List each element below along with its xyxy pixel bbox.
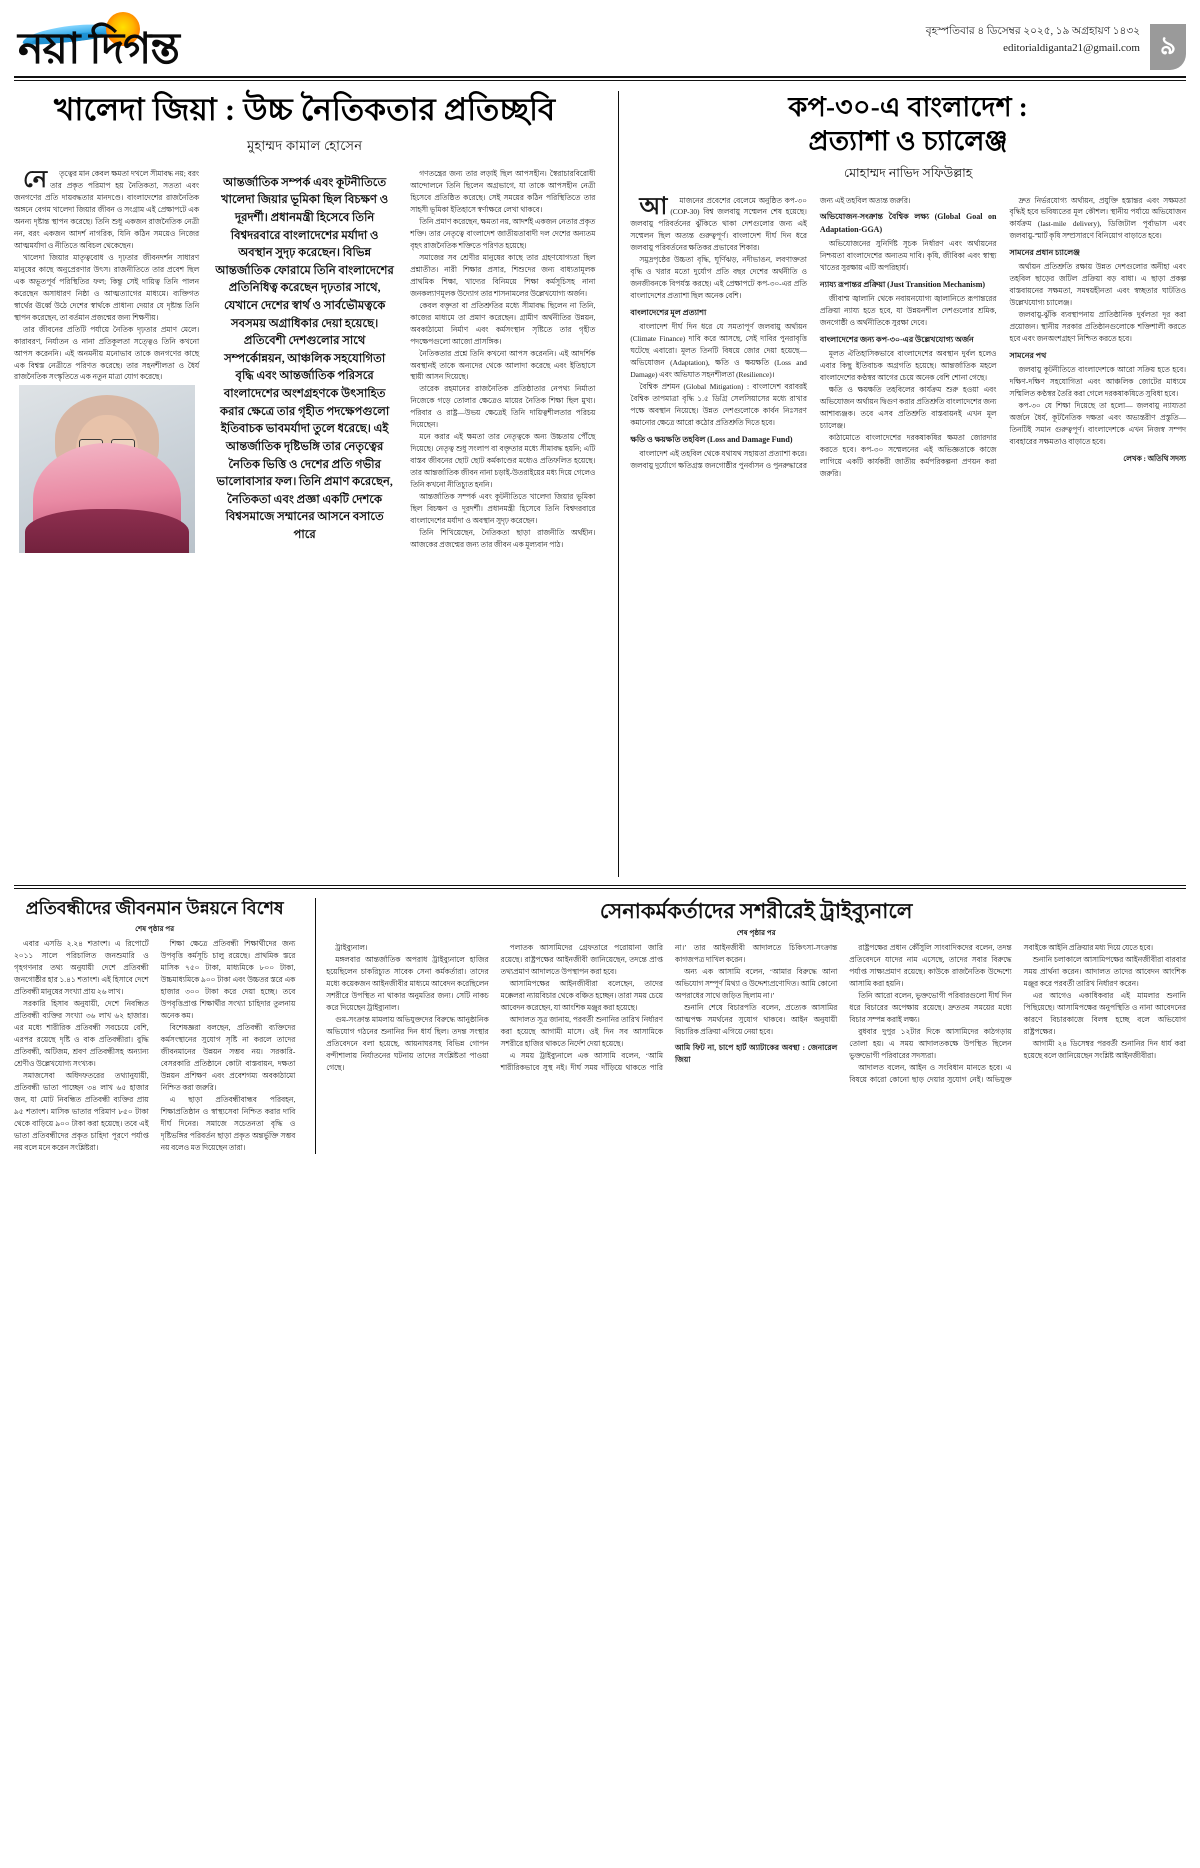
paragraph: তার জীবনের প্রতিটি পর্যায়ে নৈতিক দৃঢ়তার প্রমাণ মেলে। কারাবরণ, নির্যাতন ও নানা প্রতিকূলতা সত্ত্বেও তিনি কখনো আপস করেননি। এই অনমনীয় মনোভাব তাকে জনগণের কাছে এক বিশ্বস্ত নেত্রীতে পরিণত করেছে। তার সহনশীলতা ও ধৈর্য রাজনৈতিক সংস্কৃতিতে এক নতুন মাত্রা যোগ করেছে। xyxy=(14,324,200,382)
masthead xyxy=(14,10,1186,72)
author-credit: লেখক : অতিথি সদস্য xyxy=(1123,454,1186,464)
paragraph: বাংলাদেশ এই তহবিল থেকে যথাযথ সহায়তা প্রত্যাশা করে। জলবায়ু দুর্যোগে ক্ষতিগ্রস্ত জনগোষ্ঠীর পুনর্বাসন ও পুনরুদ্ধারের জন্য এই তহবিল অত্যন্ত জরুরি। xyxy=(630,195,911,471)
bottom-left-columns xyxy=(14,938,295,1154)
section-rule-thin xyxy=(14,888,1186,889)
paragraph: তিনি প্রমাণ করেছেন, ক্ষমতা নয়, আদর্শই একজন নেতার প্রকৃত শক্তি। তার নেতৃত্বে বাংলাদেশ জাতীয়তাবাদী দল দেশের অন্যতম বৃহৎ রাজনৈতিক শক্তিতে পরিণত হয়েছে। xyxy=(410,216,596,250)
masthead-meta xyxy=(926,24,1140,56)
inline-subheading: আমি ফিট না, চাপে হার্ট অ্যাটাকের অবস্থা : জেনারেল জিয়া xyxy=(674,1043,838,1065)
paragraph: অন্য এক আসামি বলেন, ‘আমার বিরুদ্ধে আনা অভিযোগ সম্পূর্ণ মিথ্যা ও উদ্দেশ্যপ্রণোদিত। আমি কোনো অপরাধের সাথে জড়িত ছিলাম না।’ xyxy=(674,967,838,1001)
paragraph: আদালত সূত্র জানায়, পরবর্তী শুনানির তারিখ নির্ধারণ করা হয়েছে আগামী মাসে। ওই দিন সব আসামিকে সশরীরে হাজির থাকতে নির্দেশ দেয়া হয়েছে। xyxy=(500,1015,663,1049)
paragraph: গুম-সংক্রান্ত মামলায় অভিযুক্তদের বিরুদ্ধে আনুষ্ঠানিক অভিযোগ গঠনের শুনানির দিন ধার্য ছিল। তদন্ত সংস্থার প্রতিবেদনে বলা হয়েছে, আয়নাঘরসহ বিভিন্ন গোপন বন্দীশালায় নির্যাতনের ঘটনায় তাদের সংশ্লিষ্টতা পাওয়া গেছে। xyxy=(326,1015,489,1073)
paragraph: এবার এসডি ২.২৪ শতাংশ। এ রিপোর্টে ২০১১ সালে পরিচালিত জনশুমারি ও গৃহগণনার তথ্য অনুযায়ী দেশে প্রতিবন্ধী জনগোষ্ঠীর হার ১.৪১ শতাংশ। এই হিসাবে দেশে প্রতিবন্ধী মানুষের সংখ্যা প্রায় ২৬ লাখ। xyxy=(14,938,149,996)
portrait-photo xyxy=(19,385,195,553)
right-article-headline-line2[interactable]: প্রত্যাশা ও চ্যালেঞ্জ xyxy=(808,125,1008,156)
subheading: ন্যায্য রূপান্তর প্রক্রিয়া (Just Transition Mechanism) xyxy=(819,280,986,290)
bottom-right-columns xyxy=(326,942,1186,1086)
subheading: বাংলাদেশের জন্য কপ-৩০-এর উল্লেখযোগ্য অর্জন xyxy=(819,335,974,345)
paragraph: আন্তর্জাতিক সম্পর্ক এবং কূটনীতিতে খালেদা জিয়ার ভূমিকা ছিল বিচক্ষণ ও দূরদর্শী। প্রধানমন্ত্রী হিসেবে তিনি বিশ্বদরবারে বাংলাদেশের মর্যাদা ও অবস্থান সুদৃঢ় করেছেন। xyxy=(410,492,596,526)
paragraph: রাষ্ট্রপক্ষের প্রধান কৌঁসুলি সাংবাদিকদের বলেন, তদন্ত প্রতিবেদনে যাদের নাম এসেছে, তাদের সবার বিরুদ্ধে পর্যাপ্ত সাক্ষ্যপ্রমাণ রয়েছে। কাউকে রাজনৈতিক উদ্দেশ্যে আসামি করা হয়নি। xyxy=(849,943,1012,989)
paragraph: দ্রুত নির্ভরযোগ্য অর্থায়ন, প্রযুক্তি হস্তান্তর এবং সক্ষমতা বৃদ্ধিই হবে ভবিষ্যতের মূল কৌশল। স্থানীয় পর্যায়ে অভিযোজন কার্যক্রম (last-mile delivery), ডিজিটাল পূর্বাভাস এবং জলবায়ু-স্মার্ট কৃষি সম্প্রসারণে বিনিয়োগ বাড়াতে হবে। xyxy=(1009,195,1186,241)
top-column-divider xyxy=(618,91,619,877)
paragraph: এ ছাড়া প্রতিবন্ধীবান্ধব পরিবহন, শিক্ষাপ্রতিষ্ঠান ও স্বাস্থ্যসেবা নিশ্চিত করার দাবি দীর্ঘ দিনের। সমাজে সচেতনতা বৃদ্ধি ও দৃষ্টিভঙ্গির পরিবর্তন ছাড়া প্রকৃত অন্তর্ভুক্তি সম্ভব নয় বলেও মত দিয়েছেন তারা। xyxy=(160,1094,296,1152)
continuation-note: শেষ পৃষ্ঠার পর xyxy=(736,929,776,938)
paragraph: আমাজনের প্রবেশের বেলেমে অনুষ্ঠিত কপ-৩০ (COP-30) বিশ্ব জলবায়ু সম্মেলন শেষ হয়েছে। জলবায়ু পরিবর্তনের ঝুঁকিতে থাকা দেশগুলোর জন্য এই সম্মেলন ছিল অত্যন্ত গুরুত্বপূর্ণ। বাংলাদেশ দীর্ঘ দিন ধরে জলবায়ু পরিবর্তনের ক্ষতিকর প্রভাবের শিকার। xyxy=(630,193,807,253)
paragraph: তারেক রহমানের রাজনৈতিক প্রতিষ্ঠাতার নেপথ্য নির্মাতা নিজেকে গড়ে তোলার ক্ষেত্রেও মায়ের নৈতিক শিক্ষা ছিল মুখ্য। পরিবার ও রাষ্ট্র—উভয় ক্ষেত্রেই তিনি দায়িত্বশীলতার পরিচয় দিয়েছেন। xyxy=(410,384,596,430)
paragraph: আগামী ২৪ ডিসেম্বর পরবর্তী শুনানির দিন ধার্য করা হয়েছে বলে জানিয়েছেন সংশ্লিষ্ট আইনজীবীরা। xyxy=(1023,1039,1186,1061)
paragraph: সমুদ্রপৃষ্ঠের উচ্চতা বৃদ্ধি, ঘূর্ণিঝড়, নদীভাঙন, লবণাক্ততা বৃদ্ধি ও খরার মতো দুর্যোগ প্রতি বছর দেশের অর্থনীতি ও জনজীবনকে বিপর্যস্ত করছে। এই প্রেক্ষাপটে কপ-৩০-এর প্রতি বাংলাদেশের প্রত্যাশা ছিল অনেক বেশি। xyxy=(630,255,807,301)
paragraph: আদালত বলেন, আইন ও সংবিধান মানতে হবে। এ বিষয়ে কারো কোনো ছাড় দেয়ার সুযোগ নেই। অভিযুক্ত সবাইকে আইনি প্রক্রিয়ার মধ্য দিয়ে যেতে হবে। xyxy=(849,943,1154,1085)
paragraph: তিনি আরো বলেন, ভুক্তভোগী পরিবারগুলো দীর্ঘ দিন ধরে বিচারের অপেক্ষায় রয়েছে। দ্রুততম সময়ের মধ্যে বিচার সম্পন্ন করাই লক্ষ্য। xyxy=(849,991,1012,1025)
paragraph: কপ-৩০ যে শিক্ষা দিয়েছে তা হলো— জলবায়ু ন্যায্যতা অর্জনে ধৈর্য, কূটনৈতিক দক্ষতা এবং অভ্যন্তরীণ প্রস্তুতি— তিনটিই সমান গুরুত্বপূর্ণ। বাংলাদেশকে এখন নিজস্ব সম্পদ ব্যবহারের সক্ষমতাও বাড়াতে হবে। xyxy=(1009,401,1186,447)
paragraph: মঙ্গলবার আন্তর্জাতিক অপরাধ ট্রাইব্যুনালে হাজির হয়েছিলেন চাকরিচ্যুত সাবেক সেনা কর্মকর্তারা। তাদের মধ্যে কয়েকজন আইনজীবীর মাধ্যমে আবেদন করেছিলেন সশরীরে উপস্থিত না থাকার অনুমতির জন্য। সেটি নাকচ করে দিয়েছেন ট্রাইব্যুনাল। xyxy=(326,955,489,1013)
paragraph: পলাতক আসামিদের গ্রেফতারে পরোয়ানা জারি রয়েছে। রাষ্ট্রপক্ষের আইনজীবী জানিয়েছেন, তদন্তে প্রাপ্ত তথ্যপ্রমাণ আদালতে উপস্থাপন করা হবে। xyxy=(500,943,663,977)
page-number-badge: ৯ xyxy=(1150,24,1186,70)
paragraph: এর আগেও একাধিকবার এই মামলার শুনানি পিছিয়েছে। আসামিপক্ষের অনুপস্থিতি ও নানা আবেদনের কারণে বিচারকাজে বিলম্ব হচ্ছে বলে অভিযোগ রাষ্ট্রপক্ষের। xyxy=(1023,991,1186,1037)
section-rule-thick xyxy=(14,885,1186,886)
editorial-email[interactable]: editorialdiganta21@gmail.com xyxy=(1003,41,1140,54)
logo-text: নয়া দিগন্ত xyxy=(18,26,179,73)
subheading: সামনের পথ xyxy=(1009,351,1047,361)
left-article-columns xyxy=(14,168,595,554)
paragraph: জীবাশ্ম জ্বালানি থেকে নবায়নযোগ্য জ্বালানিতে রূপান্তরের প্রক্রিয়া ন্যায্য হতে হবে, যা উন্নয়নশীল দেশগুলোর শ্রমিক, জনগোষ্ঠী ও অর্থনীতিকে সুরক্ষা দেবে। xyxy=(819,294,997,328)
photo-body xyxy=(25,509,189,553)
left-article-headline[interactable]: খালেদা জিয়া : উচ্চ নৈতিকতার প্রতিচ্ছবি xyxy=(53,92,556,127)
masthead-right xyxy=(926,24,1186,70)
paragraph: তিনি শিখিয়েছেন, নৈতিকতা ছাড়া রাজনীতি অর্থহীন। আজকের প্রজন্মের জন্য তার জীবন এক মূল্যবান পাঠ। xyxy=(410,528,596,550)
paragraph: আসামিপক্ষের আইনজীবীরা বলেছেন, তাদের মক্কেলরা ন্যায়বিচার থেকে বঞ্চিত হচ্ছেন। তারা সময় চেয়ে আবেদন করেছেন, যা আংশিক মঞ্জুর করা হয়েছে। xyxy=(500,979,663,1013)
paragraph: এ সময় ট্রাইব্যুনালে এক আসামি বলেন, ‘আমি শারীরিকভাবে সুস্থ নই। দীর্ঘ সময় দাঁড়িয়ে থাকতে পারি না।’ তার আইনজীবী আদালতে চিকিৎসা-সংক্রান্ত কাগজপত্র দাখিল করেন। xyxy=(500,943,838,1073)
article-cop30 xyxy=(630,91,1186,877)
paragraph: বাংলাদেশ দীর্ঘ দিন ধরে যে সমতাপূর্ণ জলবায়ু অর্থায়ন (Climate Finance) দাবি করে আসছে, সেই দাবির পুনরাবৃত্তি ঘটেছে এবারো। মূলত তিনটি বিষয়ে জোর দেয়া হয়েছে— অভিযোজন (Adaptation), ক্ষতি ও ক্ষয়ক্ষতি (Loss and Damage) এবং অভিঘাত সহনশীলতা (Resilience)। xyxy=(630,322,807,380)
bottom-right-headline[interactable]: সেনাকর্মকর্তাদের সশরীরেই ট্রাইব্যুনালে xyxy=(599,899,913,923)
pull-quote: আন্তর্জাতিক সম্পর্ক এবং কূটনীতিতে খালেদা জিয়ার ভূমিকা ছিল বিচক্ষণ ও দূরদর্শী। প্রধানমন্ত্রী হিসেবে তিনি বিশ্বদরবারে বাংলাদেশের মর্যাদা ও অবস্থান সুদৃঢ় করেছেন। বিভিন্ন আন্তর্জাতিক ফোরামে তিনি বাংলাদেশের প্রতিনিধিত্ব করেছেন দৃঢ়তার সাথে, যেখানে দেশের স্বার্থ ও সার্বভৌমত্বকে সবসময় অগ্রাধিকার দেয়া হয়েছে। প্রতিবেশী দেশগুলোর সাথে সম্পর্কোন্নয়ন, আঞ্চলিক সহযোগিতা বৃদ্ধি এবং আন্তর্জাতিক পরিসরে বাংলাদেশের অংশগ্রহণকে উৎসাহিত করার ক্ষেত্রে তার গৃহীত পদক্ষেপগুলো ইতিবাচক ভাবমর্যাদা তুলে ধরেছে। এই আন্তর্জাতিক দৃষ্টিভঙ্গি তার নেতৃত্বের নৈতিক ভিত্তি ও দেশের প্রতি গভীর ভালোবাসার ফল। তিনি প্রমাণ করেছেন, নৈতিকতা এবং প্রজ্ঞা একটি দেশকে বিশ্বসমাজে সম্মানের আসনে বসাতে পারে xyxy=(215,175,394,541)
paragraph: মনে করার এই ক্ষমতা তার নেতৃত্বকে অন্য উচ্চতায় পৌঁছে দিয়েছে। নেতৃত্ব শুধু সংলাপ বা বক্তৃতার মধ্যে সীমাবদ্ধ হয়নি; এটি বাস্তব জীবনের ছোট ছোট কর্মকাণ্ডের মধ্যেও প্রতিফলিত হয়েছে। তার আন্তর্জাতিক জীবন নানা চড়াই-উতরাইয়ের মধ্য দিয়ে গেলেও তিনি কখনো নীতিচ্যুত হননি। xyxy=(410,432,596,490)
paragraph: জলবায়ু কূটনীতিতে বাংলাদেশকে আরো সক্রিয় হতে হবে। দক্ষিণ-দক্ষিণ সহযোগিতা এবং আঞ্চলিক জোটের মাধ্যমে সম্মিলিত কণ্ঠস্বর তৈরি করা গেলে দরকষাকষিতে সুবিধা হবে। xyxy=(1009,365,1186,399)
left-article-byline: মুহাম্মদ কামাল হোসেন xyxy=(246,137,363,153)
paragraph: সমাজের সব শ্রেণীর মানুষের কাছে তার গ্রহণযোগ্যতা ছিল প্রশ্নাতীত। নারী শিক্ষার প্রসার, শিশুদের জন্য বাধ্যতামূলক প্রাথমিক শিক্ষা, খাদ্যের বিনিময়ে শিক্ষা কর্মসূচিসহ নানা জনকল্যাণমূলক উদ্যোগ তার শাসনামলের উল্লেখযোগ্য অর্জন। xyxy=(410,252,596,298)
top-section xyxy=(14,91,1186,877)
paragraph: অভিযোজনের সুনির্দিষ্ট সূচক নির্ধারণ এবং অর্থায়নের নিশ্চয়তা বাংলাদেশের অন্যতম দাবি। কৃষি, জীবিকা এবং স্বাস্থ্য খাতের সুরক্ষায় এটি অপরিহার্য। xyxy=(819,239,997,273)
article-disabled-welfare xyxy=(14,898,305,1154)
bottom-column-divider xyxy=(315,898,316,1154)
paragraph: শুনানি শেষে বিচারপতি বলেন, প্রত্যেক আসামির আত্মপক্ষ সমর্থনের সুযোগ থাকবে। আইন অনুযায়ী বিচারিক প্রক্রিয়া এগিয়ে নেয়া হবে। xyxy=(674,1003,838,1037)
right-article-headline-line1[interactable]: কপ-৩০-এ বাংলাদেশ : xyxy=(788,92,1028,122)
paragraph: বুধবার দুপুর ১২টার দিকে আসামিদের কাঠগড়ায় তোলা হয়। এ সময় আদালতকক্ষে উপস্থিত ছিলেন ভুক্তভোগী পরিবারের সদস্যরা। xyxy=(849,1027,1012,1061)
paragraph: গণতন্ত্রের জন্য তার লড়াই ছিল আপসহীন। স্বৈরাচারবিরোধী আন্দোলনে তিনি ছিলেন অগ্রভাগে, যা তাকে আপসহীন নেত্রী হিসেবে প্রতিষ্ঠিত করেছে। সেই সময়ের কঠিন পরিস্থিতিতে তার সাহসী ভূমিকা ইতিহাসে স্বর্ণাক্ষরে লেখা থাকবে। xyxy=(410,168,596,214)
paragraph: সরকারি হিসাব অনুযায়ী, দেশে নিবন্ধিত প্রতিবন্ধী ব্যক্তির সংখ্যা ৩৬ লাখ ৬২ হাজার। এর মধ্যে শারীরিক প্রতিবন্ধী সবচেয়ে বেশি, এরপর রয়েছে দৃষ্টি ও বাক প্রতিবন্ধীরা। বুদ্ধি প্রতিবন্ধী, অটিজম, শ্রবণ প্রতিবন্ধীসহ অন্যান্য শ্রেণীও উল্লেখযোগ্য সংখ্যক। xyxy=(14,998,149,1068)
masthead-rule-thin xyxy=(14,80,1186,81)
paragraph: অর্থায়ন প্রতিশ্রুতি রক্ষায় উন্নত দেশগুলোর অনীহা এবং তহবিল ছাড়ের জটিল প্রক্রিয়া বড় বাধা। এ ছাড়া প্রকল্প বাস্তবায়নের সক্ষমতা, সমন্বয়হীনতা এবং স্বচ্ছতার ঘাটতিও উল্লেখযোগ্য চ্যালেঞ্জ। xyxy=(1009,262,1186,308)
paragraph: বৈশ্বিক প্রশমন (Global Mitigation) : বাংলাদেশ বরাবরই বৈশ্বিক তাপমাত্রা বৃদ্ধি ১.৫ ডিগ্রি সেলসিয়াসের মধ্যে রাখার পক্ষে অবস্থান নিয়েছে। উন্নত দেশগুলোকে কার্বন নিঃসরণ কমানোর ক্ষেত্রে আরো কঠোর প্রতিশ্রুতি দিতে হবে। xyxy=(630,382,807,428)
paragraph: শিক্ষা ক্ষেত্রে প্রতিবন্ধী শিক্ষার্থীদের জন্য উপবৃত্তি কর্মসূচি চালু রয়েছে। প্রাথমিক স্তরে মাসিক ৭৫০ টাকা, মাধ্যমিকে ৮০০ টাকা, উচ্চমাধ্যমিকে ৯০০ টাকা এবং উচ্চতর স্তরে এক হাজার ৩০০ টাকা করে দেয়া হচ্ছে। তবে উপবৃত্তিপ্রাপ্ত শিক্ষার্থীর সংখ্যা চাহিদার তুলনায় অনেক কম। xyxy=(160,938,296,1020)
paragraph: মূলত ঐতিহাসিকভাবে বাংলাদেশের অবস্থান দুর্বল হলেও এবার কিছু ইতিবাচক অগ্রগতি হয়েছে। আন্তর্জাতিক মহলে বাংলাদেশের কণ্ঠস্বর আগের চেয়ে অনেক বেশি শোনা গেছে। xyxy=(819,349,997,383)
paragraph: কেবল বক্তৃতা বা প্রতিশ্রুতির মধ্যে সীমাবদ্ধ ছিলেন না তিনি, কাজের মাধ্যমে তা প্রমাণ করেছেন। গ্রামীণ অর্থনীতির উন্নয়ন, অবকাঠামো নির্মাণ এবং কর্মসংস্থান সৃষ্টিতে তার গৃহীত পদক্ষেপগুলো আজো প্রাসঙ্গিক। xyxy=(410,300,596,346)
bottom-section xyxy=(14,898,1186,1154)
paragraph: সমাজসেবা অধিদফতরের তথ্যানুযায়ী, প্রতিবন্ধী ভাতা পাচ্ছেন ৩৪ লাখ ৬৫ হাজার জন, যা মোট নিবন্ধিত প্রতিবন্ধী ব্যক্তির প্রায় ৯৫ শতাংশ। মাসিক ভাতার পরিমাণ ৮৫০ টাকা থেকে বাড়িয়ে ৯০০ টাকা করা হয়েছে। তবে এই ভাতা প্রতিবন্ধীদের প্রকৃত চাহিদা পূরণে পর্যাপ্ত নয় বলে মনে করেন সংশ্লিষ্টরা। xyxy=(14,1070,149,1152)
continuation-note: শেষ পৃষ্ঠার পর xyxy=(135,924,175,933)
paragraph: শুনানি চলাকালে আসামিপক্ষের আইনজীবীরা বারবার সময় প্রার্থনা করেন। আদালত তাদের আবেদন আংশিক মঞ্জুর করে পরবর্তী তারিখ নির্ধারণ করেন। xyxy=(1023,955,1186,989)
paragraph: ট্রাইব্যুনাল। xyxy=(335,943,368,953)
bottom-left-headline[interactable]: প্রতিবন্ধীদের জীবনমান উন্নয়নে বিশেষ xyxy=(25,898,284,918)
paragraph: নৈতিকতার প্রশ্নে তিনি কখনো আপস করেননি। এই আদর্শিক অবস্থানই তাকে অন্যদের থেকে আলাদা করেছে এবং ইতিহাসে স্থায়ী আসন দিয়েছে। xyxy=(410,348,596,382)
paragraph: বিশেষজ্ঞরা বলছেন, প্রতিবন্ধী ব্যক্তিদের কর্মসংস্থানের সুযোগ সৃষ্টি না করলে তাদের জীবনমানের উন্নয়ন সম্ভব নয়। সরকারি-বেসরকারি প্রতিষ্ঠানে কোটা বাস্তবায়ন, দক্ষতা উন্নয়ন প্রশিক্ষণ এবং প্রবেশগম্য অবকাঠামো নিশ্চিত করা জরুরি। xyxy=(160,1022,296,1092)
paragraph: ক্ষতি ও ক্ষয়ক্ষতি তহবিলের কার্যক্রম শুরু হওয়া এবং অভিযোজন অর্থায়ন দ্বিগুণ করার প্রতিশ্রুতি বাংলাদেশের জন্য আশাব্যঞ্জক। তবে এসব প্রতিশ্রুতি বাস্তবায়নই এখন মূল চ্যালেঞ্জ। xyxy=(819,385,997,431)
subheading: ক্ষতি ও ক্ষয়ক্ষতি তহবিল (Loss and Damage Fund) xyxy=(630,435,793,445)
subheading: সামনের প্রধান চ্যালেঞ্জ xyxy=(1009,248,1080,258)
masthead-rule-thick xyxy=(14,76,1186,78)
paragraph: কাঠামোতে বাংলাদেশের দরকষাকষির ক্ষমতা জোরদার করতে হবে। কপ-৩০ সম্মেলনের এই অভিজ্ঞতাকে কাজে লাগিয়ে একটি কার্যকরী জাতীয় কর্মপরিকল্পনা প্রণয়ন করা জরুরি। xyxy=(819,433,997,479)
right-article-columns xyxy=(630,195,1186,481)
paragraph: খালেদা জিয়ার মাতৃত্ববোধ ও দৃঢ়তার জীবনদর্শন সাধারণ মানুষের কাছে অনুপ্রেরণার উৎস। রাজনীতিতে তার প্রবেশ ছিল এক অভূতপূর্ব পরিস্থিতির ফল; কিন্তু সেই দায়িত্ব তিনি পালন করেছেন অসাধারণ নিষ্ঠা ও আত্মত্যাগের মাধ্যমে। ব্যক্তিগত স্বার্থের ঊর্ধ্বে উঠে দেশের স্বার্থকে প্রাধান্য দেয়ার যে দৃষ্টান্ত তিনি স্থাপন করেছেন, তা বর্তমান প্রজন্মের জন্য শিক্ষণীয়। xyxy=(14,252,200,322)
article-army-tribunal xyxy=(326,898,1186,1154)
newspaper-logo[interactable] xyxy=(14,10,284,73)
publication-date: বৃহস্পতিবার ৪ ডিসেম্বর ২০২৫, ১৯ অগ্রহায়ণ ১৪৩২ xyxy=(925,26,1140,37)
subheading: অভিযোজন-সংক্রান্ত বৈশ্বিক লক্ষ্য (Global Goal on Adaptation-GGA) xyxy=(819,212,997,235)
paragraph: নেতৃত্বের মান কেবল ক্ষমতা দখলে সীমাবদ্ধ নয়; বরং তার প্রকৃত পরিমাপ হয় নৈতিকতা, সততা এবং জনগণের প্রতি দায়বদ্ধতার মানদণ্ডে। বাংলাদেশের রাজনৈতিক অঙ্গনে বেগম খালেদা জিয়ার জীবন ও সংগ্রাম এই প্রেক্ষাপটে এক অনন্য দৃষ্টান্ত স্থাপন করেছে। তিনি শুধু একজন রাজনৈতিক নেত্রী নন, বরং একজন আদর্শ নাগরিক, যিনি কঠিন সময়েও নিজের আত্মমর্যাদা ও নীতিতে অবিচল থেকেছেন। xyxy=(14,166,200,250)
paragraph: জলবায়ু-ঝুঁকি ব্যবস্থাপনায় প্রাতিষ্ঠানিক দুর্বলতা দূর করা প্রয়োজন। স্থানীয় সরকার প্রতিষ্ঠানগুলোকে শক্তিশালী করতে হবে এবং জনঅংশগ্রহণ নিশ্চিত করতে হবে। xyxy=(1009,310,1186,344)
right-article-byline: মোহাম্মদ নাভিদ সফিউল্লাহ xyxy=(844,165,973,180)
subheading: বাংলাদেশের মূল প্রত্যাশা xyxy=(630,308,707,318)
article-khaleda-zia xyxy=(14,91,607,877)
